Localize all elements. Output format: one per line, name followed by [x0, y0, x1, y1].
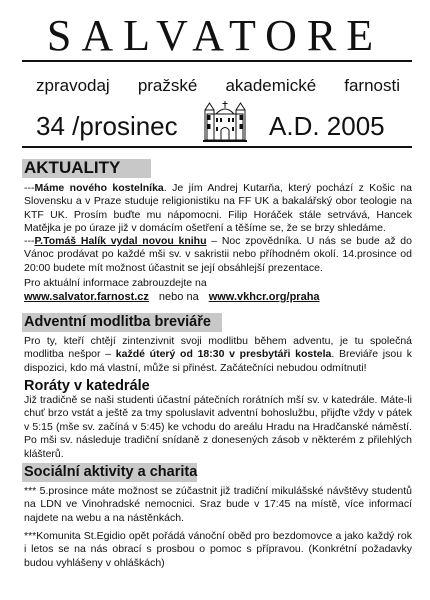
aktuality-paragraph-3: Pro aktuální informace zabrouzdejte na — [24, 277, 207, 289]
subtitle-word: pražské — [137, 76, 198, 95]
issue-date: A.D. 2005 — [269, 111, 385, 141]
subtitle-word: akademické — [225, 76, 317, 95]
socialni-paragraph-2: ***Komunita St.Egidio opět pořádá vánoční oběd pro bezdomovce a jako každý rok i letos se na nás obrací s prosbou o pomoc s přípravou. (Konkrétní požadavky budou vyhlášeny v ohláškách) — [24, 530, 412, 569]
section-heading-socialni: Sociální aktivity a charita — [24, 464, 198, 480]
web-links — [24, 290, 412, 304]
subtitle-word: farnosti — [344, 76, 400, 95]
church-icon — [203, 100, 247, 142]
section-heading-roraty: Roráty v katedrále — [24, 378, 150, 394]
aktuality-paragraph-1: ---Máme nového kostelníka. Je jím Andrej Kutarňa, který pochází z Košic na Slovensku a v Praze studuje religionistiku na FF UK a bakalářský obor teologie na KTF UK. Prosím buďte mu nápomocni. Filip Horáček stále setrvává, Hancek Matějka je po úraze již v domácím ošetření a těšíme se, že se brzy shledáme. — [24, 182, 412, 235]
subtitle — [36, 76, 400, 96]
breviar-paragraph: Pro ty, kteří chtějí zintenzivnit svoji modlitbu během adventu, je tu společná modlitba nešpor – každé úterý od 18:30 v presbytáři kostela. Breviáře jsou k dispozici, kdo má vlastní, může si přinést. Začátečníci nebudou odmítnuti! — [24, 335, 413, 374]
aktuality-bold-2: P.Tomáš Halík vydal novou knihu — [34, 235, 207, 247]
roraty-paragraph: Již tradičně se naši studenti účastní pátečních rorátních mší sv. v katedrále. Máte-li chuť brzo vstát a ještě za tmy spoluslavit adventní bohoslužbu, přijďte vždy v pátek v 5:15 (mše sv. začíná v 5:45) ke vchodu do areálu Hradu na Hradčanské náměstí. Po mši sv. následuje tradiční snídaně z donesených zásob v některém z přilehlých klášterů. — [24, 394, 412, 460]
aktuality-paragraph-2: ---P.Tomáš Halík vydal novou knihu – Noc zpovědníka. U nás se bude až do Vánoc prodávat po každé mši sv. v sakristii nebo příhodném okolí. 14.prosince od 20:00 budete mít možnost účastnit se její obsáhlejší prezentace. — [24, 235, 412, 274]
issue-number: 34 /prosinec — [36, 111, 178, 141]
masthead-title: SALVATORE — [46, 11, 384, 60]
link-salvator[interactable]: www.salvator.farnost.cz — [24, 291, 149, 303]
section-heading-breviar: Adventní modlitba breviáře — [24, 314, 211, 330]
link-separator: nebo na — [158, 291, 199, 303]
masthead-divider — [22, 60, 412, 62]
section-heading-aktuality: AKTUALITY — [24, 158, 121, 177]
subtitle-word: zpravodaj — [36, 76, 110, 95]
header-divider — [22, 146, 412, 148]
aktuality-bold-1: Máme nového kostelníka — [34, 182, 164, 194]
breviar-bold: každé úterý od 18:30 v presbytáři kostela — [115, 348, 332, 361]
link-vkhcr[interactable]: www.vkhcr.org/praha — [208, 291, 320, 303]
socialni-paragraph-1: *** 5.prosince máte možnost se zúčastnit již tradiční mikulášské návštěvy studentů na LDN ve Vinohradské nemocnici. Sraz bude v 17:45 na místě, více informací najdete na webu a na nástěnkách. — [24, 485, 412, 524]
